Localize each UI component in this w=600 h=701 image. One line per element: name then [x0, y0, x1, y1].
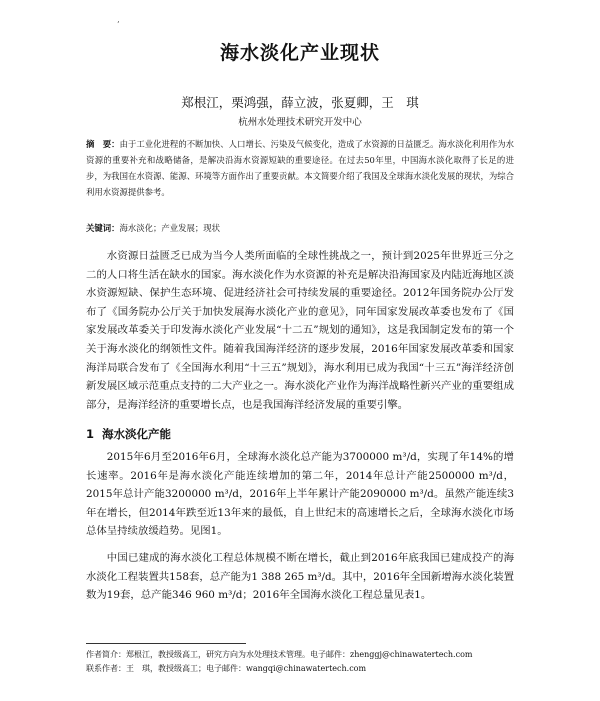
footnote-author-bio: 作者简介：郑根江，教授级高工，研究方向为水处理技术管理。电子邮件：zhenggj@chinawatertech.com [86, 650, 473, 659]
section-paragraph: 中国已建成的海水淡化工程总体规模不断在增长，截止到2016年底我国已建成投产的海水淡化工程装置共158套，总产能为1 388 265 m³/d。其中，2016年全国新增海水淡化装置数为19套，总产能346 960 m³/d；2016年全国海水淡化工程总量见表1。 [86, 551, 514, 602]
affiliation: 杭州水处理技术研究开发中心 [238, 117, 362, 128]
intro-paragraph: 水资源日益匮乏已成为当今人类所面临的全球性挑战之一，预计到2025年世界近三分之二的人口将生活在缺水的国家。海水淡化作为水资源的补充是解决沿海国家及内陆近海地区淡水资源短缺、保护生态环境、促进经济社会可持续发展的重要途径。2012年国务院办公厅发布了《国务院办公厅关于加快发展海水淡化产业的意见》，同年国家发展改革委也发布了《国家发展改革委关于印发海水淡化产业发展“十二五”规划的通知》，这是我国制定发布的第一个关于海水淡化的纲领性文件。随着我国海洋经济的逐步发展，2016年国家发展改革委和国家海洋局联合发布了《全国海水利用“十三五”规划》，海水利用已成为我国“十三五”海洋经济创新发展区域示范重点支持的二大产业之一。海水淡化产业作为海洋战略性新兴产业的重要组成部分，是海洋经济的重要增长点，也是我国海洋经济发展的重要引擎。 [86, 250, 514, 411]
scan-mark: ’ [117, 20, 120, 29]
section-heading [86, 425, 514, 444]
keywords-label: 关键词： [86, 223, 120, 233]
abstract [86, 136, 514, 200]
footnotes [86, 648, 520, 676]
section-paragraph: 2015年6月至2016年6月，全球海水淡化总产能为3700000 m³/d，实现了年14%的增长速率。2016年是海水淡化产能连续增加的第二年，2014年总计产能2500000 m³/d，2015年总计产能3200000 m³/d，2016年上半年累计产能2090000 m³/d。虽然产能连续3年在增长，但2014年跌至近13年来的最低，自上世纪末的高速增长之后，全球海水淡化市场总体呈持续放缓趋势。见图1。 [86, 450, 514, 538]
paper-title: 海水淡化产业现状 [219, 42, 380, 64]
footnote-divider [86, 643, 246, 644]
footnote-contact: 联系作者：王 琪，教授级高工；电子邮件：wangqi@chinawatertech.com [86, 664, 367, 673]
abstract-label: 摘 要： [86, 139, 120, 149]
abstract-text: 由于工业化进程的不断加快、人口增长、污染及气候变化，造成了水资源的日益匮乏。海水淡化利用作为水资源的重要补充和战略储备，是解决沿海水资源短缺的重要途径。在过去50年里，中国海水淡化取得了长足的进步，为我国在水资源、能源、环境等方面作出了重要贡献。本文简要介绍了我国及全球海水淡化发展的现状，为综合利用水资源提供参考。 [86, 139, 515, 197]
section-number: 1 [86, 427, 95, 442]
paper-body [86, 247, 514, 605]
author-list: 郑根江，栗鸿强，薛立波，张夏卿，王 琪 [181, 95, 419, 110]
keywords [86, 222, 514, 234]
keywords-text: 海水淡化；产业发展；现状 [119, 223, 220, 233]
section-title: 海水淡化产能 [102, 427, 172, 442]
